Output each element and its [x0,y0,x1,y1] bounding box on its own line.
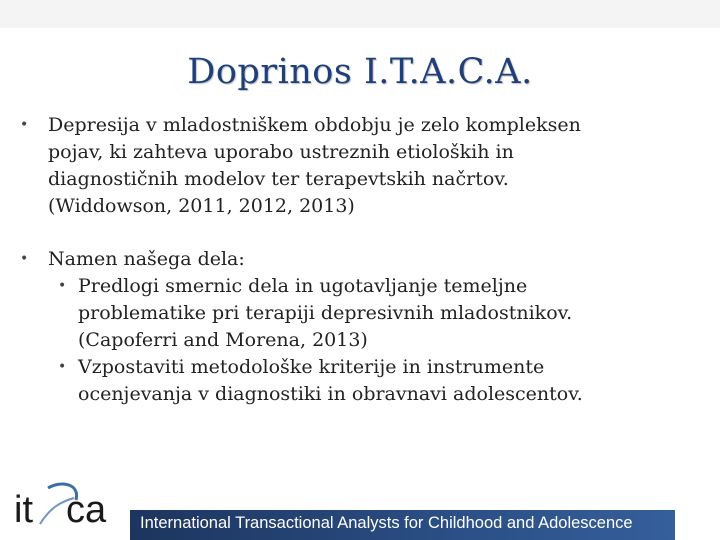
logo-prefix: it [14,489,33,528]
sub-bullet-line: ocenjevanja v diagnostiki in obravnavi adolescentov. [78,383,583,405]
bullet-dot-icon: • [58,359,67,375]
bullet-depresija [20,112,705,220]
sub-bullet-predlogi [20,273,705,354]
slide-top-band [0,0,720,28]
bullet-label: Namen našega dela: [48,248,245,270]
logo-suffix: ca [66,489,107,528]
footer-bar [130,510,675,540]
itaca-logo-icon [10,478,122,528]
bullet-dot-icon: • [20,251,29,267]
slide-title: Doprinos I.T.A.C.A. [187,52,533,92]
sub-bullet-line: problematike pri terapiji depresivnih mladostnikov. [78,302,573,324]
sub-bullet-line: (Capoferri and Morena, 2013) [78,329,368,351]
bullet-line: Depresija v mladostniškem obdobju je zelo kompleksen [48,114,581,136]
bullet-line: (Widdowson, 2011, 2012, 2013) [48,195,355,217]
slide-content [20,112,705,408]
bullet-line: pojav, ki zahteva uporabo ustreznih etioloških in [48,141,514,163]
footer-text: International Transactional Analysts for Childhood and Adolescence [140,514,633,532]
bullet-dot-icon: • [20,117,29,133]
sub-bullet-line: Vzpostaviti metodološke kriterije in instrumente [78,356,545,378]
sub-bullet-line: Predlogi smernic dela in ugotavljanje temeljne [78,275,528,297]
sub-bullet-vzpostaviti [20,354,705,408]
bullet-dot-icon: • [58,278,67,294]
bullet-namen [20,246,705,273]
bullet-line: diagnostičnih modelov ter terapevtskih načrtov. [48,168,509,190]
